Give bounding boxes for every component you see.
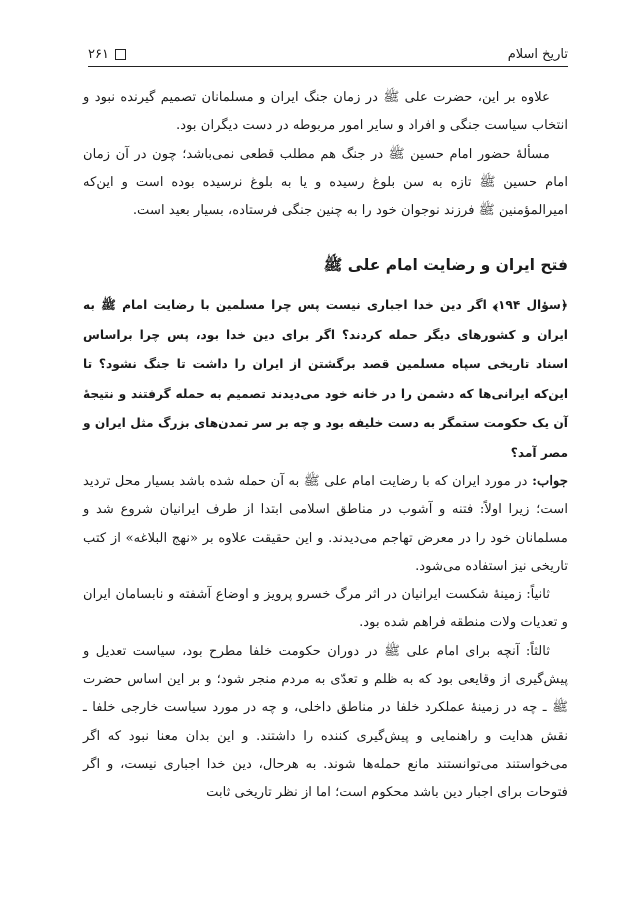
page-number-group [88, 47, 126, 62]
paragraph: ثانیاً: زمینهٔ شکست ایرانیان در اثر مرگ خسرو پرویز و اوضاع آشفته و نابسامان ایران و تعدیات ولات منطقه فراهم شده بود. [83, 587, 568, 631]
section-title: فتح ایران و رضایت امام علی ﷺ [323, 256, 568, 275]
paragraph: ثالثاً: آنچه برای امام علی ﷺ در دوران حکومت خلفا مطرح بود، سیاست تعدیل و پیش‌گیری از وقایعی بود که به ظلم و تعدّی به مردم منجر شود؛ و بر این اساس حضرت ﷺ ـ چه در زمینهٔ عملکرد خلفا در مناطق داخلی، و چه در مورد سیاست خارجی خلفا ـ نقش هدایت و راهنمایی و پیش‌گیری کننده را داشتند. و این بدان معنا نبود که اگر می‌خواستند می‌توانستند مانع حمله‌ها شوند. به هرحال، دین خدا اجباری نیست، و اگر فتوحات برای اجبار دین باشد محکوم است؛ اما از نظر تاریخی ثابت [83, 643, 568, 801]
square-icon [115, 49, 126, 60]
answer-text: در مورد ایران که با رضایت امام علی ﷺ به آن حمله شده باشد بسیار محل تردید است؛ زیرا اولاً: فتنه و آشوب در مناطق اسلامی ابتدا از طرف ایرانیان شروع شد و مسلمانان خود را در معرض تهاجم می‌دیدند. و این حقیقت علاوه بر «نهج البلاغه» از کتب تاریخی نیز استفاده می‌شود. [83, 473, 568, 574]
answer-paragraph [83, 468, 568, 581]
question-paragraph: ﴿سؤال ۱۹۴﴾ اگر دین خدا اجباری نیست پس چرا مسلمین با رضایت امام ﷺ به ایران و کشورهای دیگر حمله کردند؟ اگر برای دین خدا بود، پس چرا براساس اسناد تاریخی سپاه مسلمین قصد برگشتن از ایران را داشت تا جنگ نشود؟ تا این‌که ایرانی‌ها که دشمن را در خانه خود می‌دیدند تصمیم به حمله گرفتند و نتیجهٔ آن یک حکومت ستمگر به دست خلیفه بود و چه بر سر تمدن‌های بزرگ مثل ایران و مصر آمد؟ [83, 298, 568, 460]
page-body [83, 84, 568, 807]
page-number: ۲۶۱ [88, 47, 109, 62]
book-title: تاریخ اسلام [507, 47, 568, 62]
header-divider [88, 66, 568, 67]
page-header [88, 38, 568, 62]
paragraph: مسألهٔ حضور امام حسین ﷺ در جنگ هم مطلب قطعی نمی‌باشد؛ چون در آن زمان امام حسین ﷺ تازه به سن بلوغ رسیده و یا به بلوغ نرسیده بوده است و این‌که امیرالمؤمنین ﷺ فرزند نوجوان خود را به چنین جنگی فرستاده، بسیار بعید است. [83, 146, 568, 219]
paragraph: علاوه بر این، حضرت علی ﷺ در زمان جنگ ایران و مسلمانان تصمیم گیرنده نبود و انتخاب سیاست جنگی و افراد و سایر امور مربوطه در دست دیگران بود. [83, 90, 568, 134]
answer-label: جواب: [532, 473, 568, 489]
